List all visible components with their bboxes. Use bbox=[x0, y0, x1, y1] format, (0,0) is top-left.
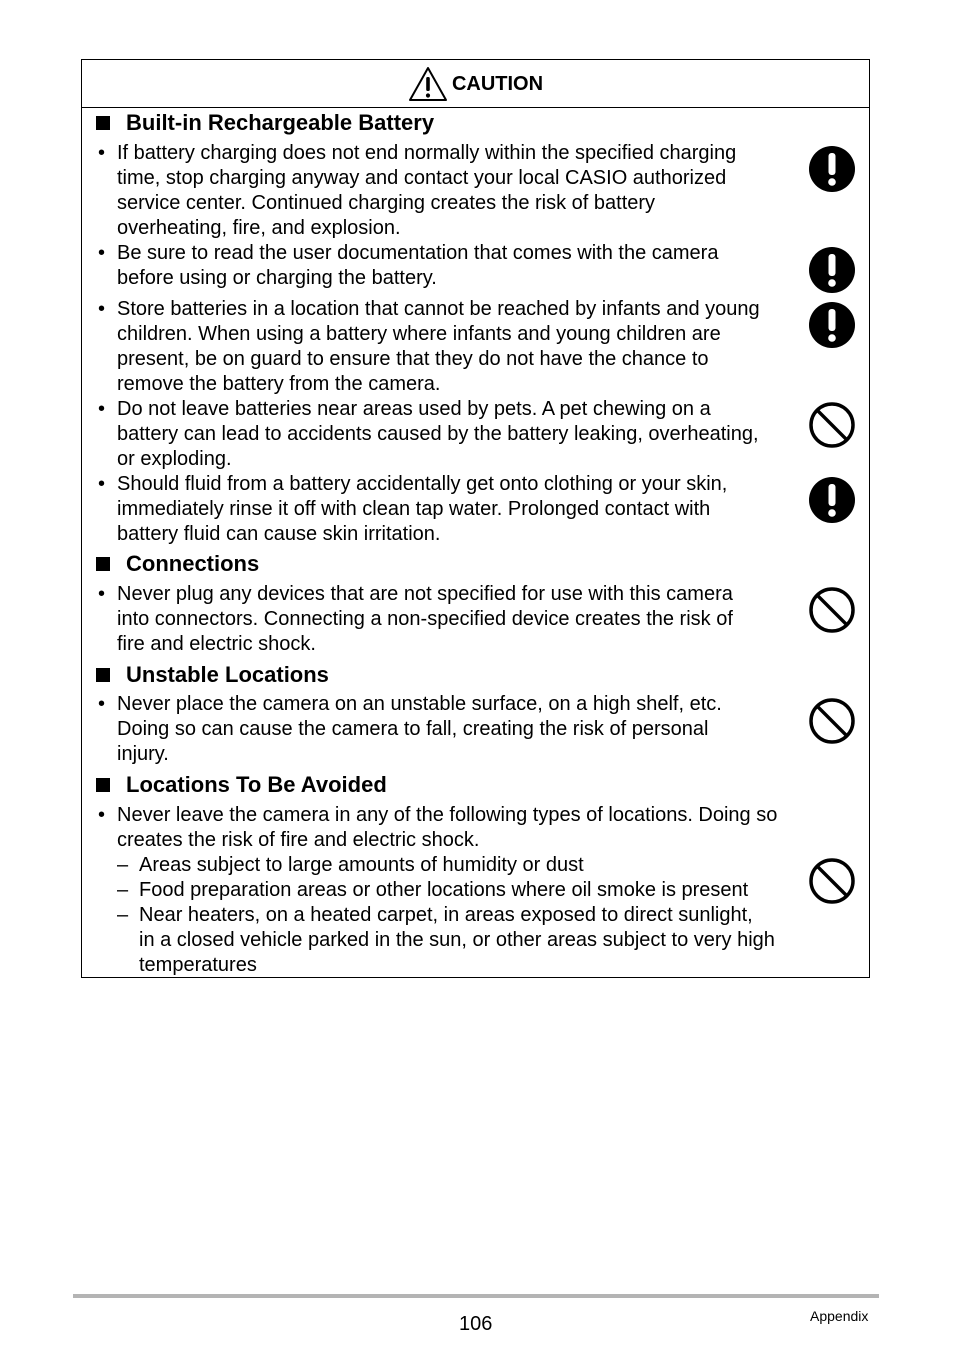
dash-marker: – bbox=[117, 854, 129, 876]
sub-item-text-line: Food preparation areas or other locations where oil smoke is present bbox=[139, 879, 749, 901]
bullet-marker: • bbox=[98, 398, 106, 420]
bullet-text-line: before using or charging the battery. bbox=[117, 267, 437, 289]
section-title: Connections bbox=[126, 551, 260, 576]
bullet-marker: • bbox=[98, 583, 106, 605]
caution-header bbox=[82, 60, 869, 108]
bullet-text-line: Never place the camera on an unstable surface, on a high shelf, etc. bbox=[117, 693, 722, 715]
dash-marker: – bbox=[117, 904, 129, 926]
bullet-marker: • bbox=[98, 473, 106, 495]
bullet-text-line: fire and electric shock. bbox=[117, 633, 316, 655]
bullet-text-line: Doing so can cause the camera to fall, creating the risk of personal bbox=[117, 718, 709, 740]
section-title: Unstable Locations bbox=[126, 662, 329, 687]
bullet-text-line: battery can lead to accidents caused by the battery leaking, overheating, bbox=[117, 423, 759, 445]
bullet-text-line: Never plug any devices that are not specified for use with this camera bbox=[117, 583, 733, 605]
prohibited-icon bbox=[809, 402, 855, 448]
exclamation-circle-icon bbox=[809, 477, 855, 523]
prohibited-icon bbox=[809, 698, 855, 744]
bullet-text-line: or exploding. bbox=[117, 448, 232, 470]
dash-marker: – bbox=[117, 879, 129, 901]
bullet-text-line: battery fluid can cause skin irritation. bbox=[117, 523, 441, 545]
section-square-bullet bbox=[96, 668, 110, 682]
section-square-bullet bbox=[96, 116, 110, 130]
bullet-text-line: time, stop charging anyway and contact your local CASIO authorized bbox=[117, 167, 727, 189]
sub-item-text-line: Near heaters, on a heated carpet, in areas exposed to direct sunlight, bbox=[139, 904, 753, 926]
footer-rule bbox=[73, 1294, 879, 1298]
section-title: Built-in Rechargeable Battery bbox=[126, 110, 435, 135]
section-square-bullet bbox=[96, 778, 110, 792]
sub-item-text-line: in a closed vehicle parked in the sun, or other areas subject to very high bbox=[139, 929, 775, 951]
bullet-text-line: overheating, fire, and explosion. bbox=[117, 217, 401, 239]
section-title: Locations To Be Avoided bbox=[126, 772, 387, 797]
sub-item-text-line: Areas subject to large amounts of humidity or dust bbox=[139, 854, 584, 876]
bullet-text-line: If battery charging does not end normally within the specified charging bbox=[117, 142, 737, 164]
bullet-text-line: creates the risk of fire and electric shock. bbox=[117, 829, 480, 851]
caution-title: CAUTION bbox=[451, 73, 544, 95]
bullet-text-line: Never leave the camera in any of the following types of locations. Doing so bbox=[117, 804, 778, 826]
bullet-text-line: present, be on guard to ensure that they do not have the chance to bbox=[117, 348, 709, 370]
bullet-text-line: Do not leave batteries near areas used by pets. A pet chewing on a bbox=[117, 398, 711, 420]
bullet-marker: • bbox=[98, 693, 106, 715]
bullet-text-line: Store batteries in a location that cannot be reached by infants and young bbox=[117, 298, 760, 320]
section-heading bbox=[96, 661, 329, 689]
bullet-text-line: immediately rinse it off with clean tap water. Prolonged contact with bbox=[117, 498, 711, 520]
bullet-marker: • bbox=[98, 804, 106, 826]
prohibited-icon bbox=[809, 587, 855, 633]
exclamation-circle-icon bbox=[809, 146, 855, 192]
bullet-marker: • bbox=[98, 242, 106, 264]
sub-item-text-line: temperatures bbox=[139, 954, 257, 976]
bullet-text-line: injury. bbox=[117, 743, 169, 765]
section-heading bbox=[96, 771, 387, 799]
bullet-text-line: children. When using a battery where infants and young children are bbox=[117, 323, 721, 345]
exclamation-circle-icon bbox=[809, 247, 855, 293]
footer-section-label: Appendix bbox=[810, 1308, 869, 1324]
bullet-marker: • bbox=[98, 298, 106, 320]
bullet-marker: • bbox=[98, 142, 106, 164]
section-heading bbox=[96, 550, 259, 578]
page-number: 106 bbox=[459, 1313, 493, 1335]
section-heading bbox=[96, 109, 434, 137]
section-square-bullet bbox=[96, 557, 110, 571]
bullet-text-line: Be sure to read the user documentation that comes with the camera bbox=[117, 242, 719, 264]
warning-triangle-icon bbox=[408, 66, 448, 102]
bullet-text-line: Should fluid from a battery accidentally get onto clothing or your skin, bbox=[117, 473, 728, 495]
exclamation-circle-icon bbox=[809, 302, 855, 348]
bullet-text-line: remove the battery from the camera. bbox=[117, 373, 441, 395]
bullet-text-line: service center. Continued charging creates the risk of battery bbox=[117, 192, 656, 214]
bullet-text-line: into connectors. Connecting a non-specified device creates the risk of bbox=[117, 608, 733, 630]
prohibited-icon bbox=[809, 858, 855, 904]
